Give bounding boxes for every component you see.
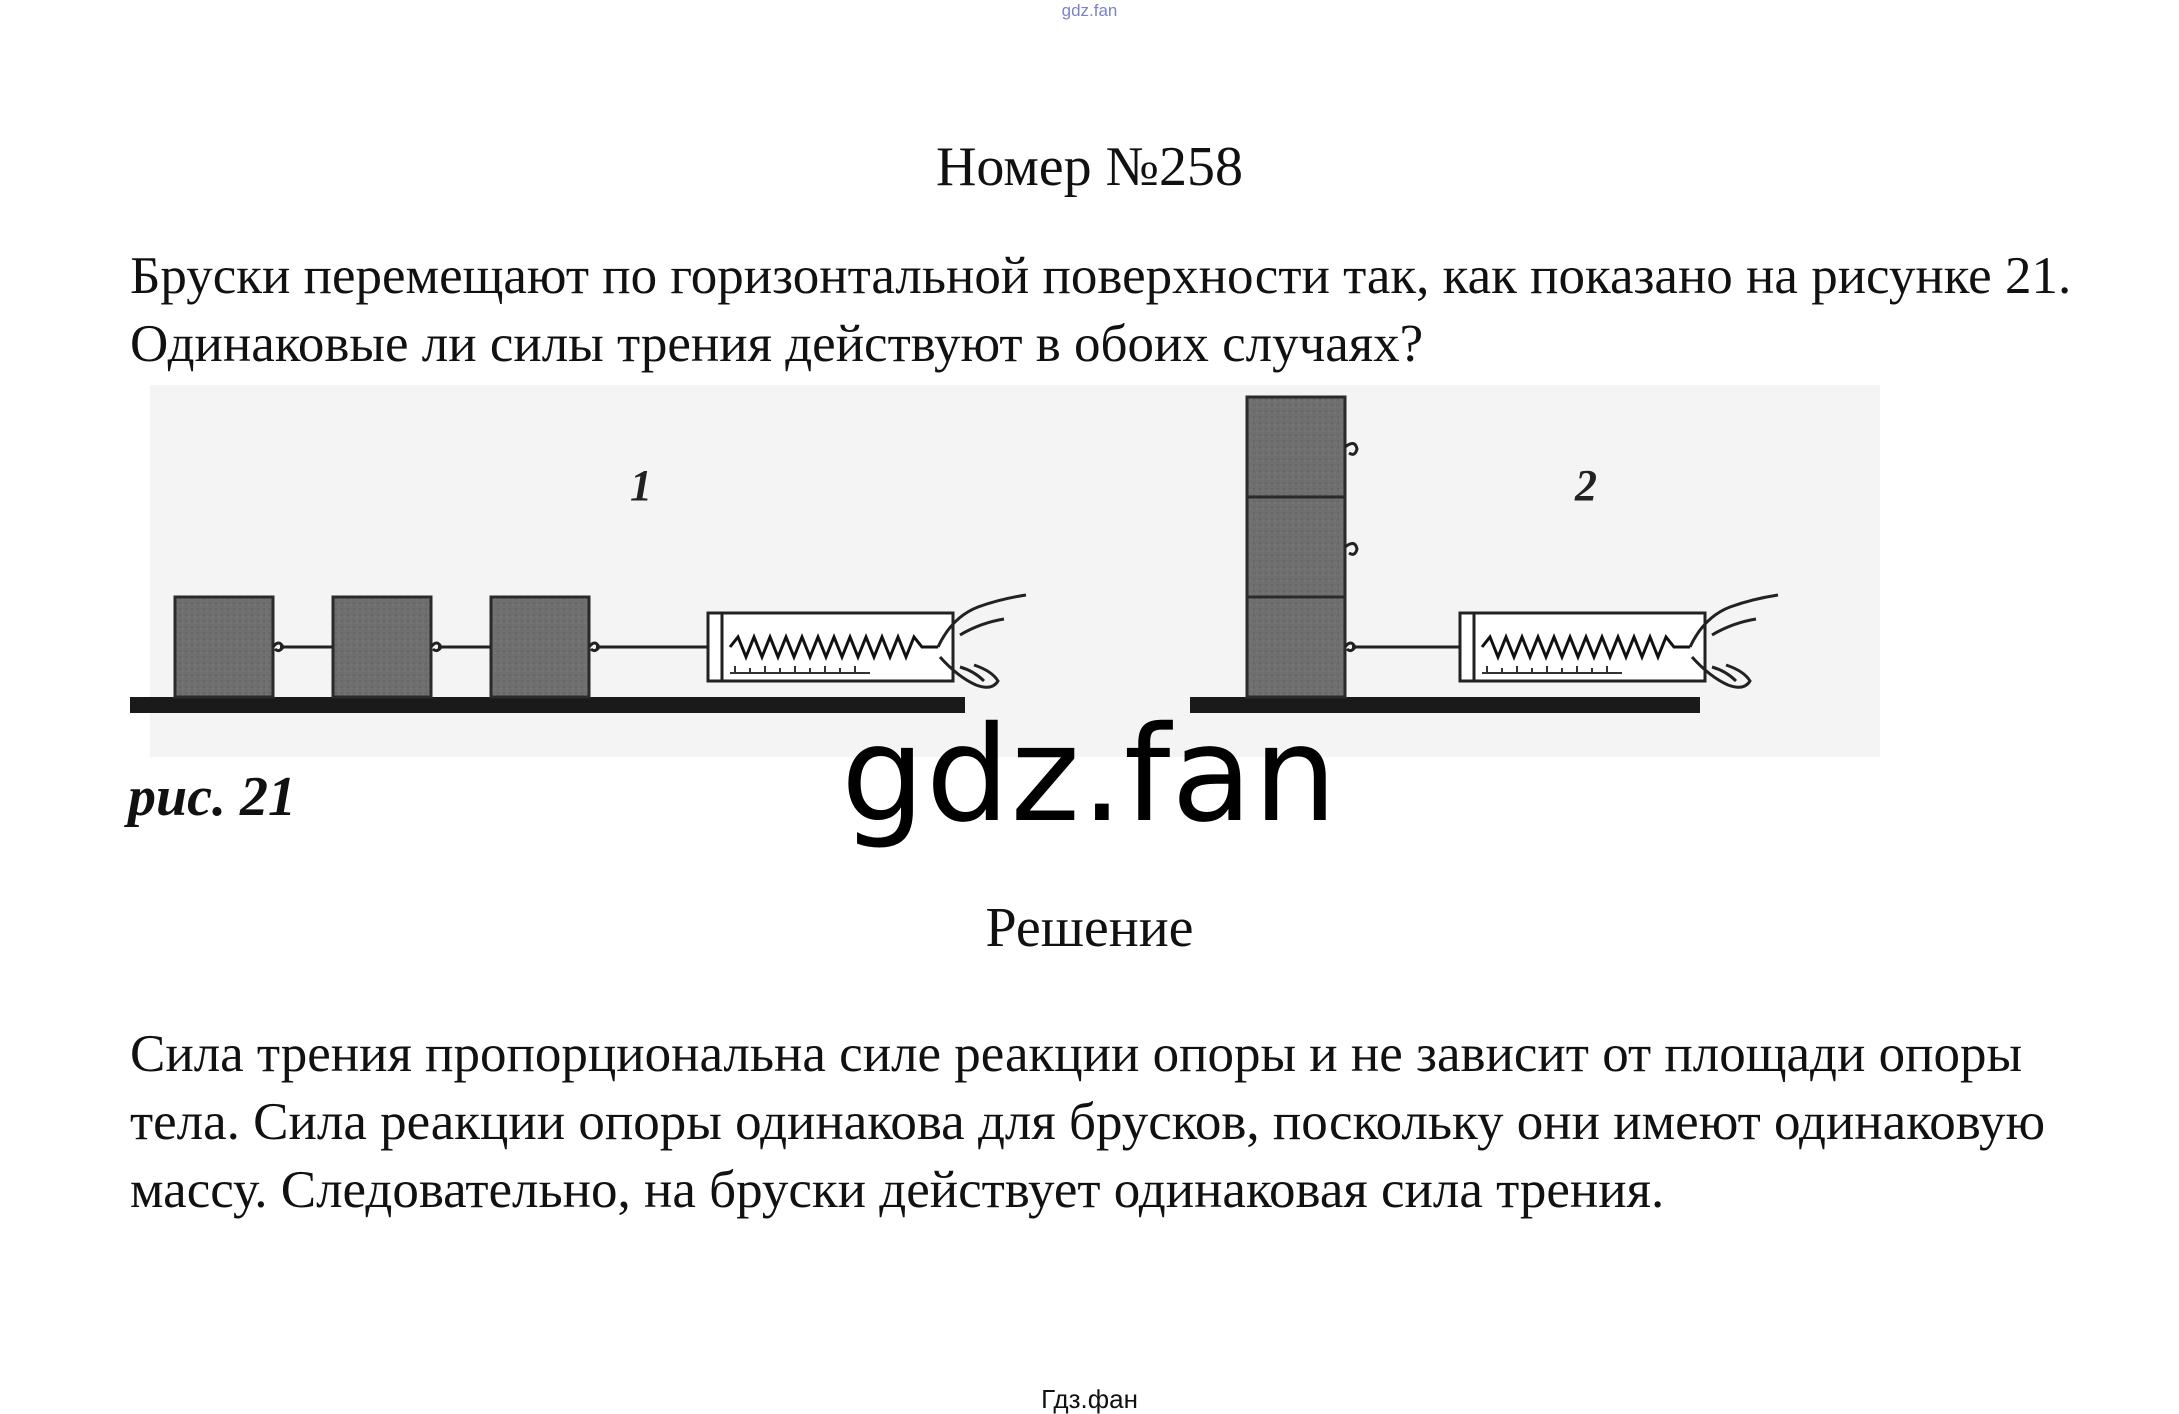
dynamometer-2 — [1460, 613, 1705, 681]
block-1c — [491, 597, 589, 697]
block-2-middle — [1247, 497, 1345, 597]
footer-watermark: Гдз.фан — [1041, 1384, 1138, 1414]
top-watermark: gdz.fan — [1061, 1, 1118, 20]
dynamometer-1 — [708, 613, 953, 681]
figure-caption: рис. 21 — [128, 766, 296, 828]
problem-text: Бруски перемещают по горизонтальной поверхности так, как показано на рисунке 21. Одинаковые ли силы трения действуют в обоих случаях? — [130, 247, 2072, 373]
page-title: Номер №258 — [935, 136, 1244, 198]
block-1a — [175, 597, 273, 697]
block-2-bottom — [1247, 597, 1345, 697]
block-1b — [333, 597, 431, 697]
solution-text: Сила трения пропорциональна силе реакции опоры и не зависит от площади опоры тела. Сила реакции опоры одинакова для брусков, поскольку они имеют одинаковую массу. Следовательно, на бруски действует одинаковая сила трения. — [130, 1025, 2046, 1219]
setup-label-1: 1 — [630, 461, 652, 510]
solution-heading: Решение — [985, 897, 1194, 959]
setup-label-2: 2 — [1575, 461, 1597, 510]
block-2-top — [1247, 397, 1345, 497]
center-watermark: gdz.fan — [841, 698, 1338, 852]
